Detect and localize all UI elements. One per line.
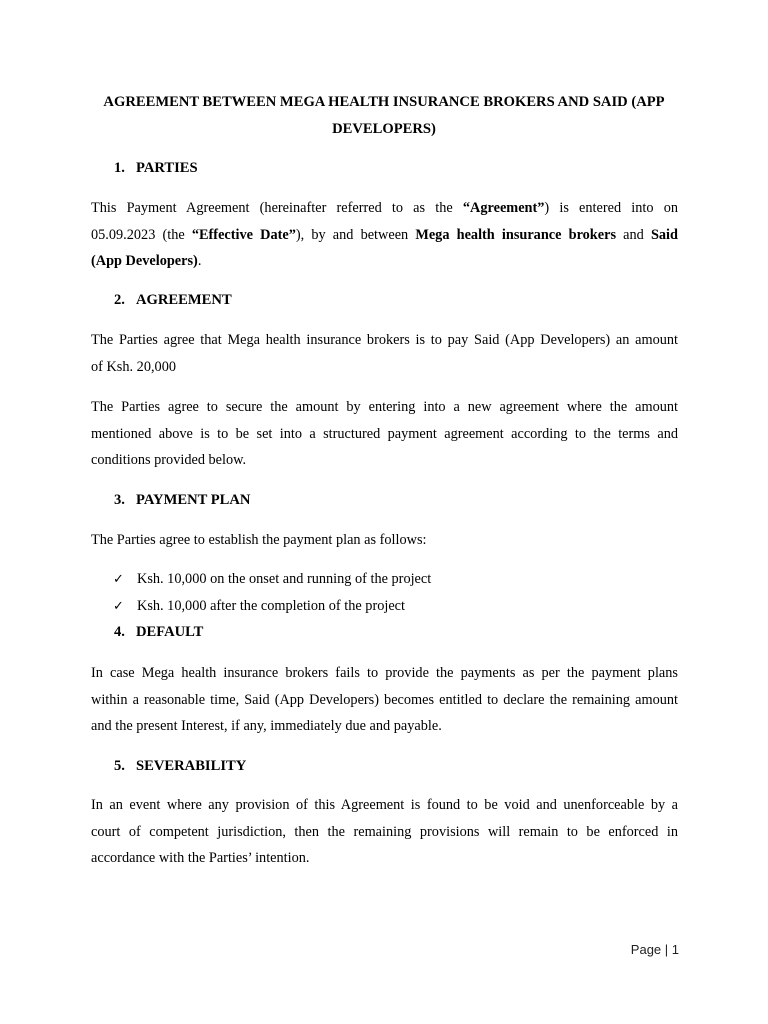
payment-item-1 [113,569,431,590]
payment-item-text: Ksh. 10,000 on the onset and running of the project [137,571,432,587]
section-heading-payment-plan [114,490,250,510]
agreement-paragraph-1 [91,327,678,380]
agreement-p1-line-2: of Ksh. 20,000 [91,358,176,375]
severability-line-2: court of competent jurisdiction, then the remaining provisions will remain to be enforced in [91,823,678,840]
text-run: ), by and between [295,226,416,243]
severability-paragraph [91,792,678,872]
section-title: AGREEMENT [136,292,232,308]
default-line-1: In case Mega health insurance brokers fails to provide the payments as per the payment plans [91,665,678,681]
title-line-2: DEVELOPERS) [332,121,436,137]
section-number: 2. [114,292,125,308]
payment-plan-intro [91,527,678,554]
agreement-p2-line-2: mentioned above is to be set into a structured payment agreement according to the terms and [91,425,678,442]
title-line-1: AGREEMENT BETWEEN MEGA HEALTH INSURANCE BROKERS AND SAID (APP [103,94,665,110]
agreement-paragraph-2 [91,394,678,474]
severability-line-1: In an event where any provision of this Agreement is found to be void and unenforceable by a [91,797,678,813]
default-line-3: and the present Interest, if any, immediately due and payable. [91,718,442,734]
section-title: DEFAULT [136,624,204,640]
section-number: 3. [114,492,125,508]
parties-paragraph [91,195,678,275]
text-run: . [197,253,202,269]
document-title [85,89,683,143]
payment-item-2 [113,596,405,617]
agreement-p2-line-3: conditions provided below. [91,452,247,468]
page-number: Page | 1 [630,942,679,957]
party-name-mega: Mega health insurance brokers [415,226,617,243]
default-paragraph [91,660,678,740]
checkmark-icon: ✓ [113,599,124,614]
severability-line-3: accordance with the Parties’ intention. [91,850,310,866]
section-number: 1. [114,160,125,176]
payment-plan-intro-text: The Parties agree to establish the payment plan as follows: [91,532,427,548]
section-heading-severability [114,756,246,776]
section-number: 4. [114,624,125,640]
section-heading-parties [114,158,198,178]
section-number: 5. [114,758,125,774]
section-heading-agreement [114,290,232,310]
section-heading-default [114,622,203,642]
text-run: and [616,226,651,243]
section-title: PARTIES [136,160,198,176]
section-title: PAYMENT PLAN [136,492,251,508]
text-run: 05.09.2023 (the [91,226,192,243]
default-line-2: within a reasonable time, Said (App Developers) becomes entitled to declare the remaining amount [91,691,678,708]
agreement-term: “Agreement” [462,200,545,216]
checkmark-icon: ✓ [113,572,124,587]
section-title: SEVERABILITY [136,758,247,774]
parties-line-2 [91,222,678,249]
text-run: ) is entered into on [544,200,678,216]
effective-date-term: “Effective Date” [191,226,296,243]
agreement-p1-line-1: The Parties agree that Mega health insurance brokers is to pay Said (App Developers) an amount [91,332,678,348]
parties-line-1 [91,195,678,222]
text-run: This Payment Agreement (hereinafter referred to as the [91,200,463,216]
party-name-app-developers: (App Developers) [91,253,198,269]
parties-line-3 [91,248,678,275]
party-name-said: Said [650,226,678,243]
payment-item-text: Ksh. 10,000 after the completion of the project [137,598,405,614]
agreement-p2-line-1: The Parties agree to secure the amount by entering into a new agreement where the amount [91,399,678,415]
